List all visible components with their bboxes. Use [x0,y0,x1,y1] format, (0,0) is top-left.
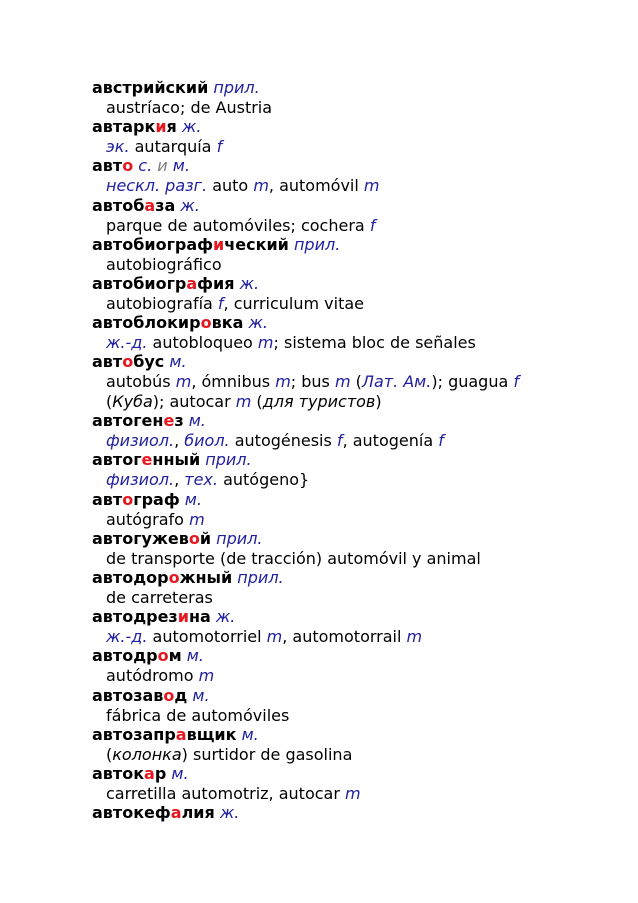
grammar-label: м. [183,411,206,431]
headword [92,352,164,371]
text-run: auto [207,176,254,196]
entry-heading [92,607,422,627]
text-run: граф [133,489,180,509]
text-run: м [168,646,182,666]
text-run: ); guagua [431,372,514,392]
dictionary-entry [92,352,519,412]
grammar-label: эк. [106,137,130,157]
text-run: Куба [112,392,153,412]
text-run: autógeno} [217,470,310,490]
text-run: автозапр [92,724,176,744]
dictionary-entry [92,764,361,804]
entry-definition [92,666,214,686]
text-run: ) surtidor de gasolina [181,744,353,764]
text-run: autógrafo [106,509,190,529]
text-run: autobiografía [106,294,218,313]
text-run: ( [350,372,362,392]
entry-definition [92,372,519,392]
entry-definition [92,706,289,726]
dictionary-entry [92,117,222,157]
text-run: для туристов [262,392,376,412]
grammar-label: биол. [184,431,230,451]
stress-letter: а [175,724,187,744]
entry-heading [92,117,222,137]
text-run: ) [375,392,382,412]
grammar-label: f [336,431,343,451]
entry-definition [92,588,284,608]
dictionary-entry [92,78,272,118]
grammar-label: m [345,784,361,803]
grammar-label: m [198,666,215,686]
grammar-label: ж. [214,803,240,823]
dictionary-entry [92,313,476,353]
text-run: ); autocar [152,392,236,412]
grammar-label: m [406,627,423,647]
headword [92,686,187,705]
entry-heading [92,156,380,176]
dictionary-entry [92,235,340,275]
text-run: жный [179,568,233,587]
text-run: д [174,685,188,705]
text-run: ( [106,392,113,412]
text-run: на [188,607,211,627]
text-run: вка [211,313,244,333]
text-run: fábrica de automóviles [106,705,290,725]
entry-definition [92,745,352,765]
text-run: колонка [112,744,182,764]
text-run: за [155,195,176,215]
entry-definition [92,216,375,236]
entry-definition [92,510,205,530]
text-run: автодор [92,568,169,587]
text-run: автодр [92,646,158,666]
stress-letter: о [163,685,175,705]
headword [92,646,182,665]
text-run: ( [106,744,113,764]
text-run: бус [133,352,165,372]
text-run: авток [92,764,145,783]
text-run: , curriculum vitae [223,294,365,313]
headword [92,607,211,626]
text-run: carretilla automotriz, autocar [106,784,345,803]
text-run: autobloqueo [147,333,258,353]
entry-heading [92,235,340,255]
dictionary-entry [92,686,289,726]
grammar-label: f [216,137,223,157]
text-run: autobiográfico [106,254,222,274]
stress-letter: и [155,117,167,137]
entry-heading [92,78,272,98]
grammar-label: ж. [176,117,202,137]
text-run: , ómnibus [191,372,276,392]
entry-heading [92,274,364,294]
text-run: з [174,411,184,431]
text-run: нный [152,450,201,470]
grammar-label: м. [187,685,210,705]
grammar-label: м. [166,764,189,783]
grammar-label: m [235,392,252,412]
text-run: фия [197,274,235,293]
grammar-label: f [513,372,519,392]
entry-definition [92,470,309,490]
stress-letter: о [122,156,134,176]
headword [92,529,211,548]
grammar-label: m [189,509,205,529]
headword [92,568,232,587]
grammar-label: m [257,333,274,353]
dictionary-entry [92,450,309,490]
headword [92,490,180,509]
text-run: parque de automóviles; cochera [106,215,370,235]
stress-letter: а [144,195,156,215]
stress-letter: о [200,313,212,333]
grammar-label: прил. [232,568,284,587]
text-run: автозав [92,685,164,705]
grammar-label: m [334,372,351,392]
stress-letter: о [168,568,180,587]
text-run: ( [251,392,263,412]
text-run: автоген [92,411,164,431]
entry-definition [92,784,361,804]
stress-letter: е [163,411,175,431]
headword [92,450,200,469]
entry-heading [92,686,289,706]
grammar-label: прил. [288,234,341,254]
entry-definition [92,255,340,275]
grammar-label: с. [133,156,153,176]
entry-definition [92,392,519,412]
text-run: автоб [92,195,145,215]
entry-definition [92,137,222,157]
text-run: авт [92,352,123,372]
text-run: autobús [106,372,176,392]
text-run: автокеф [92,803,171,823]
grammar-label: f [369,215,376,235]
text-run: ; sistema bloc de señales [273,333,476,353]
entry-heading [92,568,284,588]
headword [92,725,236,744]
text-run: авт [92,156,123,176]
grammar-label: ж.-д. [106,333,148,353]
grammar-label: f [438,431,444,451]
text-run: автогужев [92,528,189,548]
entry-definition [92,333,476,353]
headword [92,196,175,215]
entry-heading [92,529,481,549]
text-run: autódromo [106,666,199,686]
text-run: австрийский [92,78,209,97]
grammar-label: m [363,176,380,196]
stress-letter: о [122,352,134,372]
headword [92,764,166,783]
entry-definition [92,431,444,451]
text-run: лия [181,803,215,823]
text-run: autogénesis [229,431,337,451]
stress-letter: о [188,528,200,548]
text-run: автодрез [92,607,178,627]
dictionary-entry [92,725,352,765]
grammar-label: m [175,372,192,392]
text-run: , autogenía [342,431,439,451]
entry-heading [92,450,309,470]
grammar-label: m [266,627,283,647]
entry-heading [92,803,239,823]
dictionary-entry [92,607,422,647]
grammar-label: прил. [211,528,263,548]
grammar-label: тех. [184,470,218,490]
text-run: , [174,470,185,490]
stress-letter: е [141,450,153,470]
entry-definition [92,294,364,314]
headword [92,78,208,97]
grammar-label: нескл. разг. [106,176,208,196]
text-run: вщик [186,724,237,744]
grammar-label: м. [181,646,204,666]
text-run: автоблокир [92,313,201,333]
headword [92,803,215,822]
grammar-label: ж.-д. [106,627,148,647]
entry-heading [92,725,352,745]
text-run: р [154,764,167,783]
stress-letter: а [170,803,182,823]
stress-letter: и [213,234,225,254]
text-run: авт [92,489,123,509]
entry-heading [92,196,375,216]
headword [92,274,235,293]
grammar-label: f [217,294,224,313]
text-run: автарк [92,117,156,137]
stress-letter: а [144,764,155,783]
grammar-label: m [253,176,269,196]
grammar-label: Лат. Ам. [361,372,432,392]
grammar-label: прил. [200,450,252,470]
grammar-label: физиол. [106,431,175,451]
stress-letter: о [157,646,169,666]
entry-heading [92,646,214,666]
text-run: ; bus [290,372,335,392]
grammar-label: м. [179,489,202,509]
entry-heading [92,764,361,784]
dictionary-entry [92,411,444,451]
text-run: de carreteras [106,588,213,607]
entry-heading [92,313,476,333]
grammar-label: физиол. [106,470,175,490]
entry-heading [92,352,519,372]
entry-heading [92,490,205,510]
headword [92,235,289,254]
dictionary-entry [92,568,284,608]
dictionary-entry [92,646,214,686]
headword [92,117,177,136]
text-run: automotorriel [147,627,267,647]
dictionary-entry [92,529,481,569]
grammar-label: ж. [234,274,260,293]
headword [92,313,243,332]
entry-definition [92,176,380,196]
text-run: автобиогр [92,274,187,293]
text-run: austríaco; de Austria [106,98,273,117]
text-run: и [152,156,173,176]
text-run: de transporte (de tracción) automóvil y animal [106,548,481,568]
entry-definition [92,549,481,569]
dictionary-entry [92,490,205,530]
text-run: , [174,431,185,451]
entry-definition [92,627,422,647]
text-run: й [199,528,212,548]
grammar-label: м. [164,352,187,372]
grammar-label: м. [236,724,259,744]
stress-letter: а [186,274,198,293]
headword [92,411,184,430]
grammar-label: м. [172,156,190,176]
text-run: автог [92,450,142,470]
text-run: автобиограф [92,234,214,254]
dictionary-entry [92,196,375,236]
entry-heading [92,411,444,431]
dictionary-entry [92,803,239,823]
stress-letter: о [122,489,134,509]
dictionary-entry [92,156,380,196]
grammar-label: ж. [243,313,268,333]
text-run: я [166,117,177,137]
text-run: ческий [224,234,289,254]
grammar-label: прил. [208,78,260,97]
grammar-label: ж. [175,195,200,215]
stress-letter: и [177,607,189,627]
dictionary-entry [92,274,364,314]
grammar-label: m [275,372,291,392]
text-run: autarquía [129,137,217,157]
text-run: , automóvil [268,176,364,196]
headword [92,156,133,175]
entry-definition [92,98,272,118]
grammar-label: ж. [210,607,236,627]
text-run: , automotorrail [282,627,407,647]
